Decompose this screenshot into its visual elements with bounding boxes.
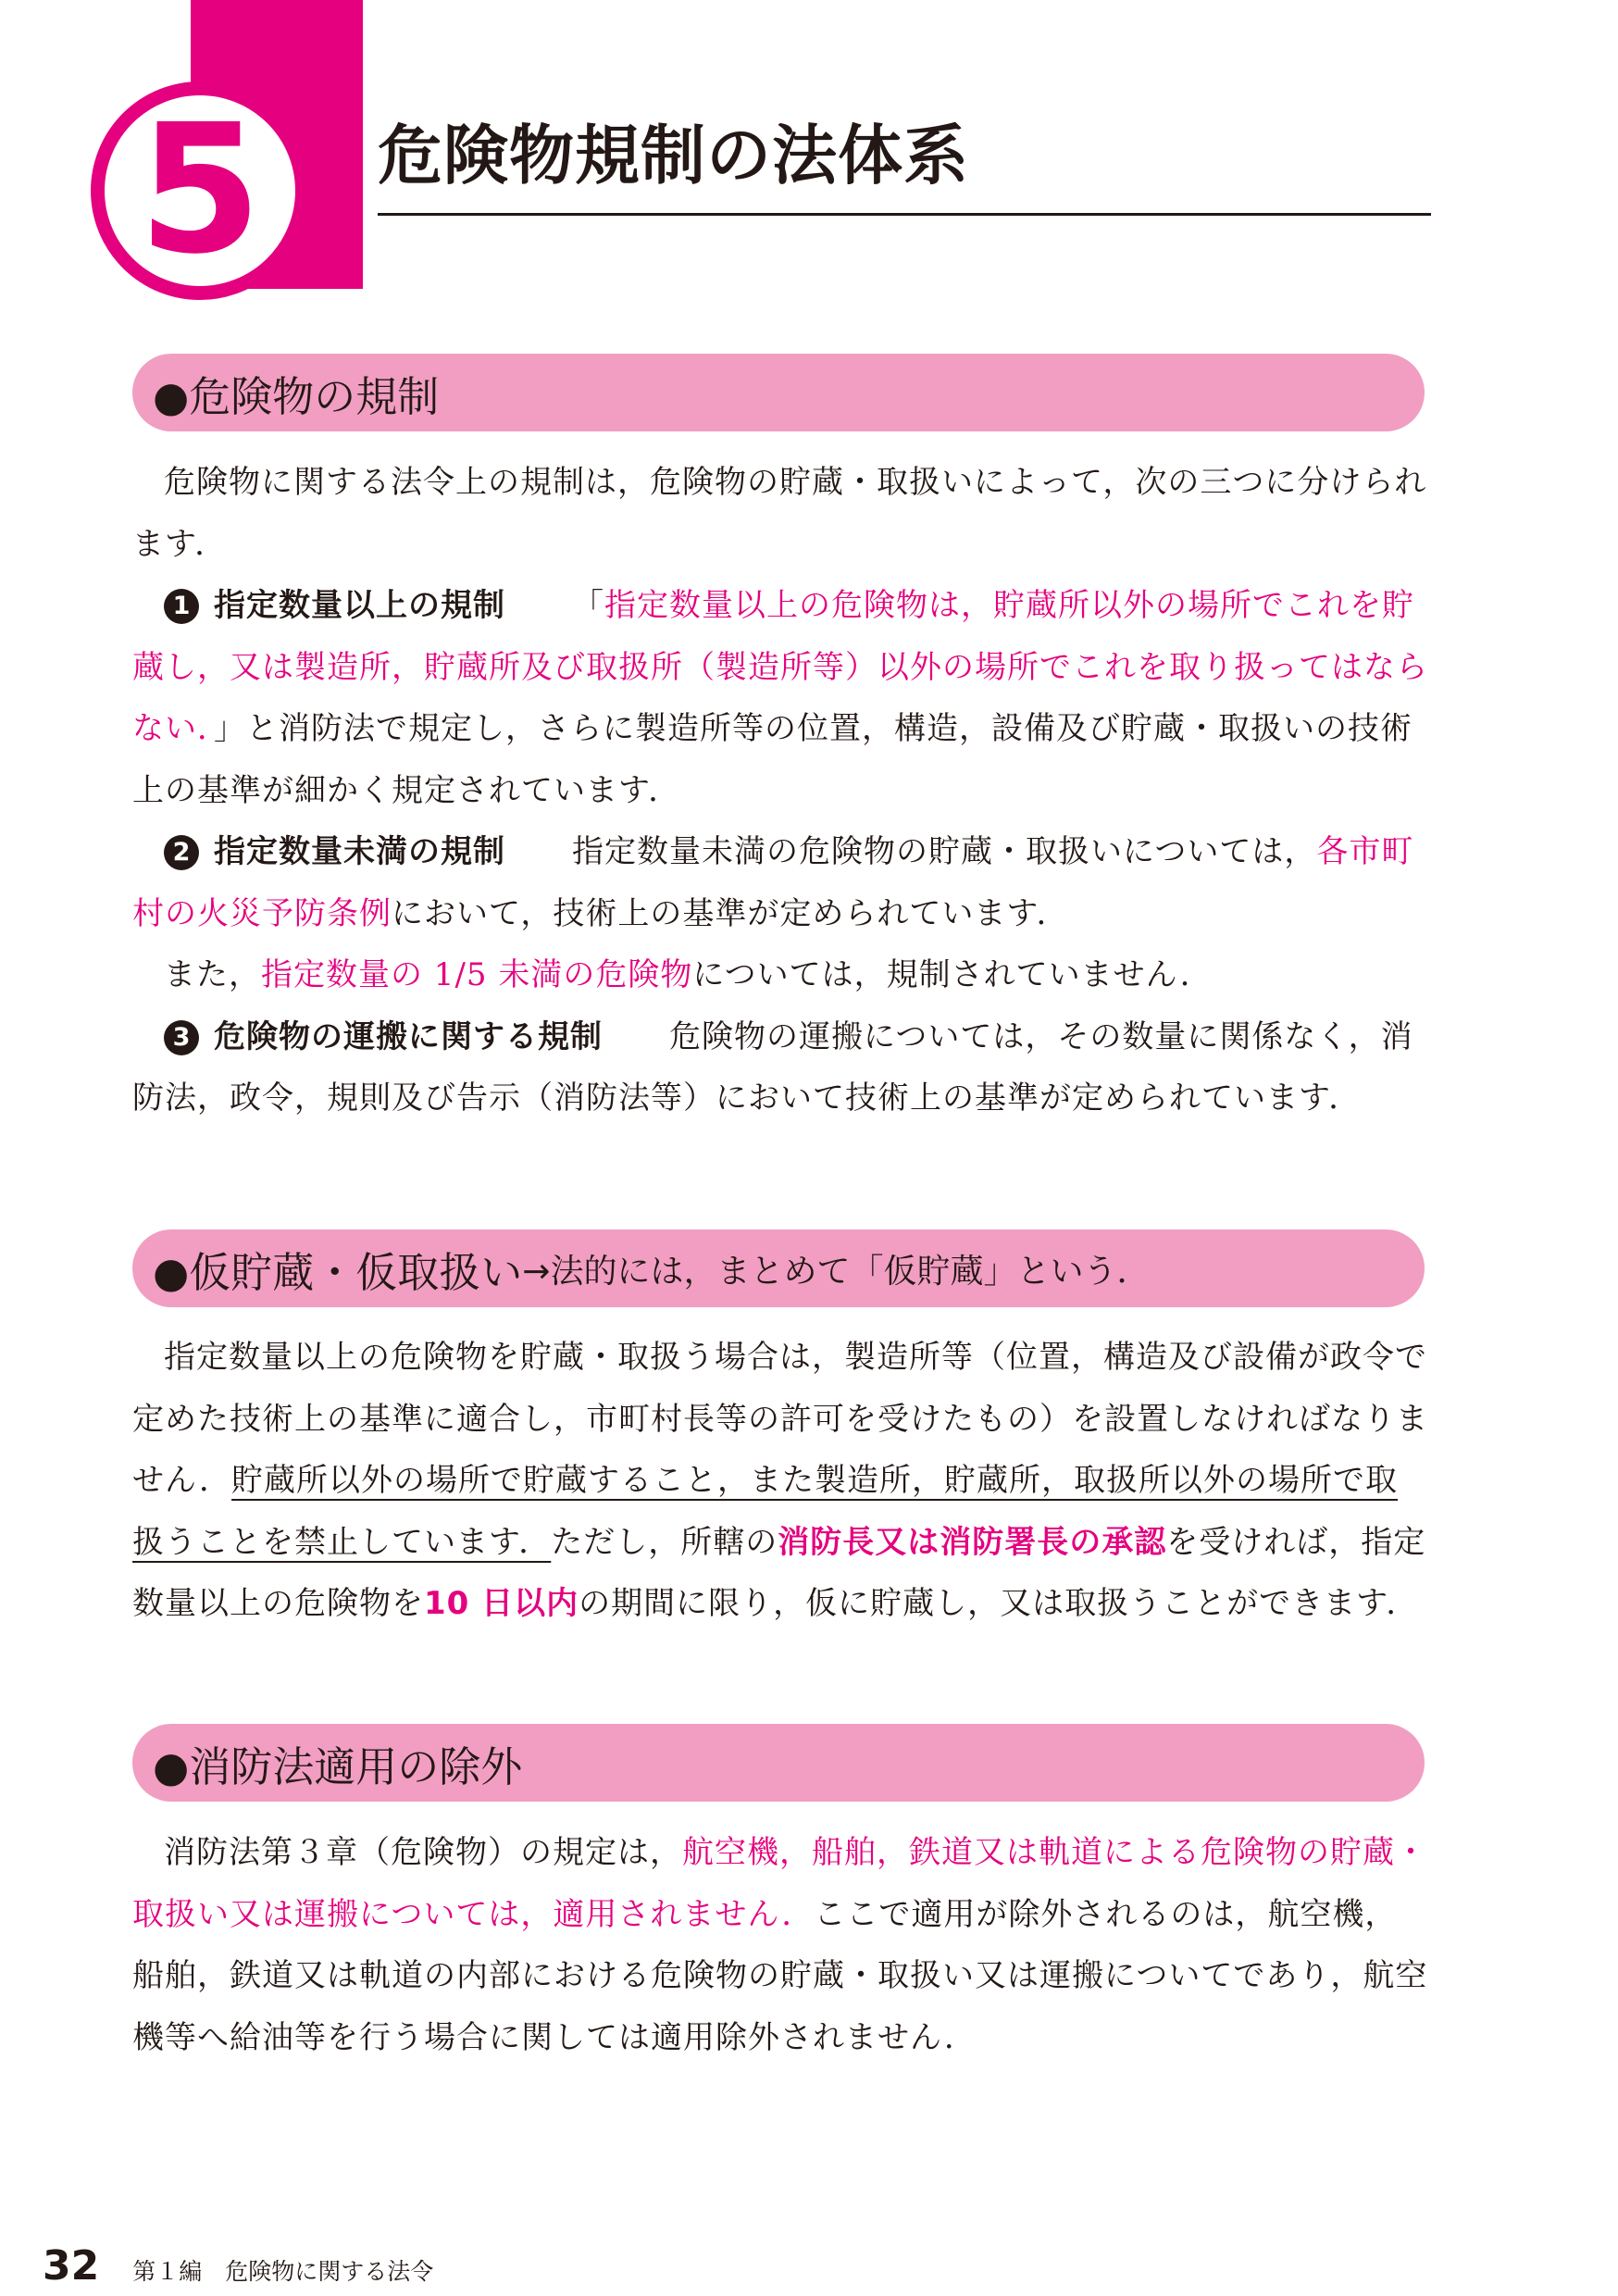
paragraph [132,1822,1428,2068]
paragraph-text: ただし，所轄の [551,1523,778,1561]
paragraph-text: 消防法第３章（危険物）の規定は， [164,1834,682,1871]
list-item [132,575,1428,821]
quote-open: 「 [572,587,604,624]
section-header-temporary-storage [132,1229,1425,1307]
bold-highlight: 10 日以内 [424,1585,579,1622]
item-heading: 指定数量以上の規制 [214,587,505,624]
section-heading: ●危険物の規制 [153,371,440,421]
circled-number: 2 [164,835,199,870]
item-text: 」と消防法で規定し，さらに製造所等の位置，構造，設備及び貯蔵・取扱いの技術上の基準が細かく規定されています． [132,710,1413,809]
paragraph-text: ここで適用が除外されるのは，航空機，船舶，鉄道又は軌道の内部における危険物の貯蔵・取扱い又は運搬についてであり，航空機等へ給油等を行う場合に関しては適用除外されません． [132,1895,1428,2056]
section-heading-note: →法的には，まとめて「仮貯蔵」という． [522,1252,1151,1291]
item-text: 指定数量未満の危険物の貯蔵・取扱いについては， [572,833,1317,870]
highlight-text: 各市町村の火災予防条例 [132,833,1414,932]
section-body-temporary-storage [132,1327,1428,1635]
list-item [132,821,1428,944]
list-item [132,1006,1428,1129]
section-heading: ●消防法適用の除外 [153,1741,523,1791]
item-text: において，技術上の基準が定められています． [392,894,1069,932]
bold-highlight: 消防長又は消防署長の承認 [778,1523,1167,1561]
highlight-text: 指定数量の 1/5 未満の危険物 [261,956,693,993]
item-heading: 危険物の運搬に関する規制 [214,1017,603,1055]
section-header-exemption [132,1724,1425,1802]
paragraph [132,1327,1428,1635]
page-footer [43,2242,433,2290]
section-intro: 危険物に関する法令上の規制は，危険物の貯蔵・取扱いによって，次の三つに分けられます． [132,464,1427,563]
paragraph-text: の期間に限り，仮に貯蔵し，又は取扱うことができます． [579,1585,1419,1622]
paragraph-text: を受ければ，指定数量以上の危険物を [132,1523,1426,1622]
chapter-title: 危険物規制の法体系 [378,118,969,193]
circled-number: 3 [164,1020,199,1055]
paragraph-text: 指定数量以上の危険物を貯蔵・取扱う場合は，製造所等（位置，構造及び設備が政令で定めた技術上の基準に適合し，市町村長等の許可を受けたもの）を設置しなければなりません． [132,1339,1428,1499]
highlight-text: 航空機，船舶，鉄道又は軌道による危険物の貯蔵・取扱い又は運搬については，適用されません． [132,1834,1427,1933]
circled-number: 1 [164,589,199,624]
note-text: また， [164,956,261,993]
item-text: 危険物の運搬については，その数量に関係なく，消防法，政令，規則及び告示（消防法等）において技術上の基準が定められています． [132,1017,1413,1117]
section-heading: ●仮貯蔵・仮取扱い [153,1247,523,1297]
page-number: 32 [43,2242,100,2290]
chapter-number-badge [91,81,309,300]
running-title: 第１編 危険物に関する法令 [132,2258,434,2285]
highlight-text: 指定数量以上の危険物は，貯蔵所以外の場所でこれを貯蔵し，又は製造所，貯蔵所及び取扱所（製造所等）以外の場所でこれを取り扱ってはならない． [132,587,1428,747]
section-body-exemption [132,1822,1428,2068]
underlined-text: 貯蔵所以外の場所で貯蔵すること，また製造所，貯蔵所，取扱所以外の場所で取扱うことを禁止しています． [132,1462,1399,1561]
title-underline [378,213,1431,216]
chapter-number: 5 [138,87,262,293]
section-header-regulation [132,354,1425,431]
item-note [132,944,1428,1006]
section-body-regulation [132,452,1428,1129]
item-heading: 指定数量未満の規制 [214,833,505,870]
note-text: については，規制されていません． [692,956,1213,993]
